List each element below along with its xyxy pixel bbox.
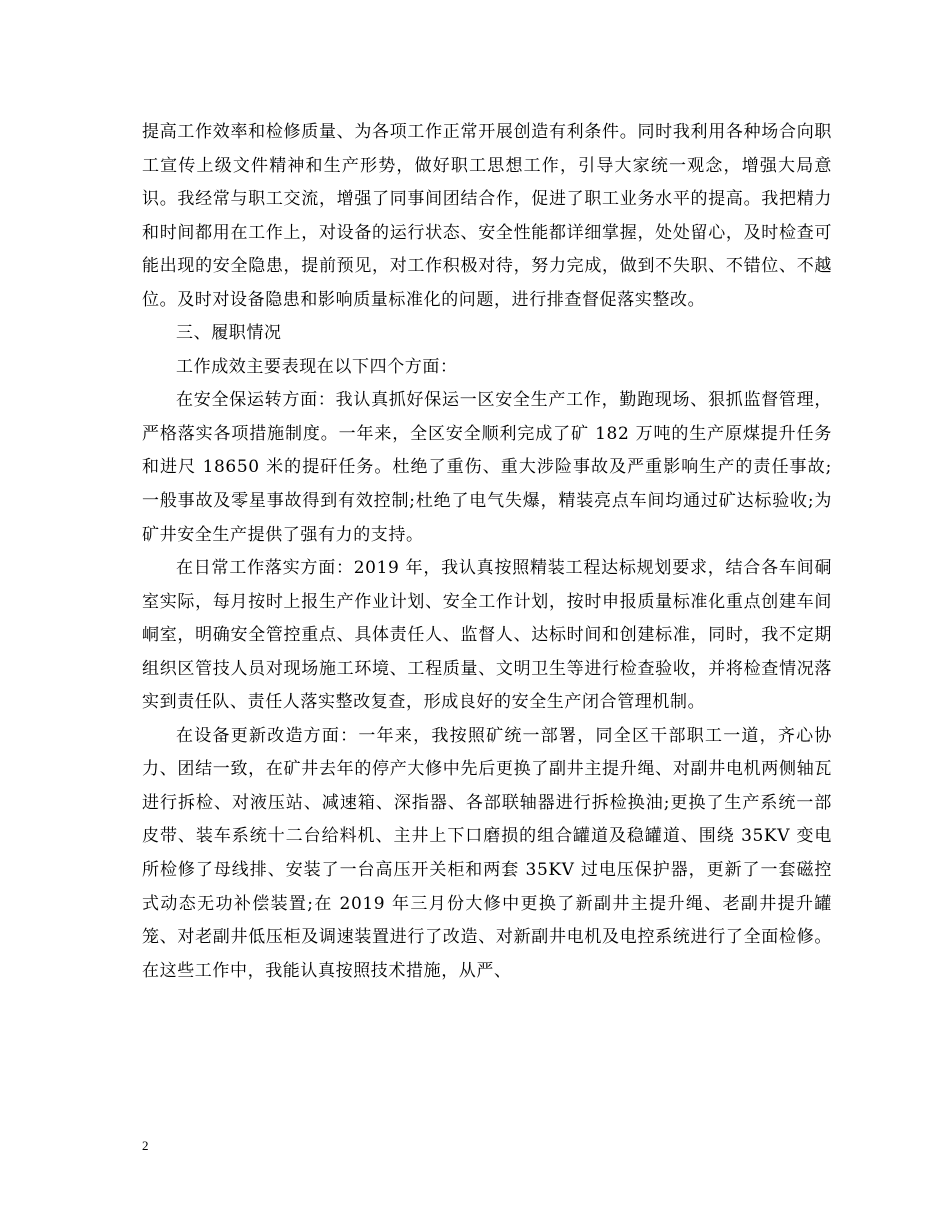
document-body (142, 116, 832, 988)
section-heading-duties: 三、履职情况 (176, 323, 282, 344)
paragraph-equipment: 在设备更新改造方面：一年来，我按照矿统一部署，同全区干部职工一道，齐心协力、团结一致，在矿井去年的停产大修中先后更换了副井主提升绳、对副井电机两侧轴瓦进行拆检、对液压站、减速箱、深指器、各部联轴器进行拆检换油;更换了生产系统一部皮带、装车系统十二台给料机、主井上下口磨损的组合罐道及稳罐道、围绕 35KV 变电所检修了母线排、安装了一台高压开关柜和两套 35KV 过电压保护器，更新了一套磁控式动态无功补偿装置;在 2019 年三月份大修中更换了新副井主提升绳、老副井提升罐笼、对老副井低压柜及调速装置进行了改造、对新副井电机及电控系统进行了全面检修。在这些工作中，我能认真按照技术措施，从严、 (142, 725, 832, 981)
paragraph-intro: 工作成效主要表现在以下四个方面： (176, 356, 458, 377)
paragraph-daily-work: 在日常工作落实方面：2019 年，我认真按照精装工程达标规划要求，结合各车间硐室实际，每月按时上报生产作业计划、安全工作计划，按时申报质量标准化重点创建车间峒室，明确安全管控重点、具体责任人、监督人、达标时间和创建标准，同时，我不定期组织区管技人员对现场施工环境、工程质量、文明卫生等进行检查验收，并将检查情况落实到责任队、责任人落实整改复查，形成良好的安全生产闭合管理机制。 (142, 558, 832, 713)
paragraph-safety: 在安全保运转方面：我认真抓好保运一区安全生产工作，勤跑现场、狠抓监督管理，严格落实各项措施制度。一年来，全区安全顺利完成了矿 182 万吨的生产原煤提升任务和进尺 18650 米的提矸任务。杜绝了重伤、重大涉险事故及严重影响生产的责任事故;一般事故及零星事故得到有效控制;杜绝了电气失爆，精装亮点车间均通过矿达标验收;为矿井安全生产提供了强有力的支持。 (142, 390, 832, 545)
paragraph-continuation: 提高工作效率和检修质量、为各项工作正常开展创造有利条件。同时我利用各种场合向职工宣传上级文件精神和生产形势，做好职工思想工作，引导大家统一观念，增强大局意识。我经常与职工交流，增强了同事间团结合作，促进了职工业务水平的提高。我把精力和时间都用在工作上，对设备的运行状态、安全性能都详细掌握，处处留心，及时检查可能出现的安全隐患，提前预见，对工作积极对待，努力完成，做到不失职、不错位、不越位。及时对设备隐患和影响质量标准化的问题，进行排查督促落实整改。 (142, 122, 832, 310)
page-number: 2 (142, 1138, 149, 1153)
